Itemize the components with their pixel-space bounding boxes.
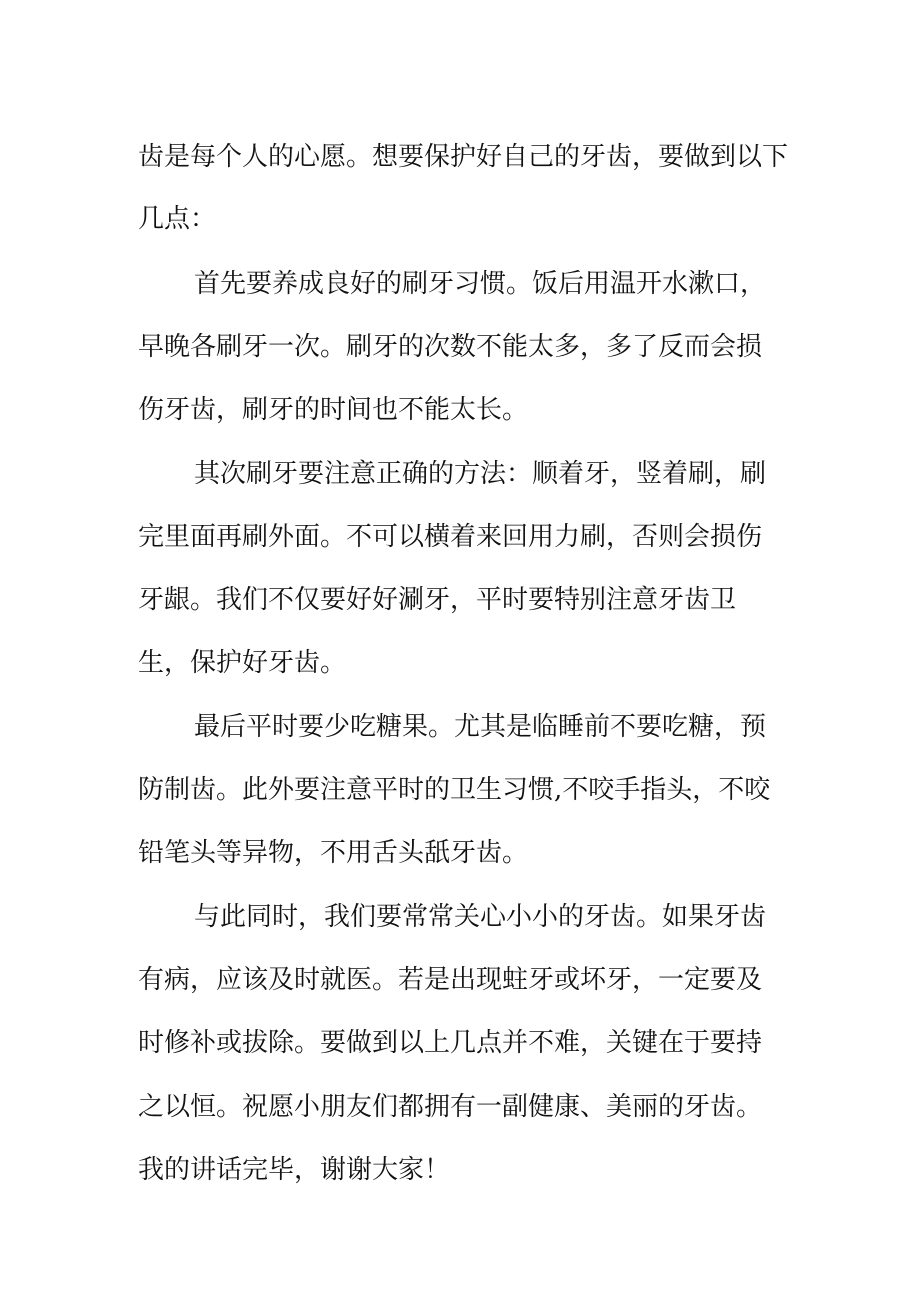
text-line: 时修补或拔除。要做到以上几点并不难，关键在于要持 xyxy=(138,1028,763,1058)
text-line: 生，保护好牙齿。 xyxy=(138,648,347,678)
text-line: 防制齿。此外要注意平时的卫生习惯,不咬手指头，不咬 xyxy=(138,775,771,805)
text-line: 几点： xyxy=(138,204,217,234)
text-line: 铅笔头等异物，不用舌头舐牙齿。 xyxy=(138,838,529,868)
paragraph-first-line: 其次刷牙要注意正确的方法：顺着牙，竖着刷，刷 xyxy=(194,459,767,489)
text-line: 牙龈。我们不仅要好好涮牙，平时要特别注意牙齿卫 xyxy=(138,585,737,615)
text-line: 早晚各刷牙一次。刷牙的次数不能太多，多了反而会损 xyxy=(138,332,763,362)
paragraph-first-line: 与此同时，我们要常常关心小小的牙齿。如果牙齿 xyxy=(194,902,767,932)
text-line: 伤牙齿，刷牙的时间也不能太长。 xyxy=(138,395,529,425)
paragraph-first-line: 首先要养成良好的刷牙习惯。饭后用温开水漱口， xyxy=(194,269,767,299)
text-line: 我的讲话完毕，谢谢大家！ xyxy=(138,1155,451,1185)
text-line: 完里面再刷外面。不可以横着来回用力刷，否则会损伤 xyxy=(138,522,763,552)
text-line: 齿是每个人的心愿。想要保护好自己的牙齿，要做到以下 xyxy=(138,142,789,172)
text-line: 之以恒。祝愿小朋友们都拥有一副健康、美丽的牙齿。 xyxy=(138,1092,763,1122)
paragraph-first-line: 最后平时要少吃糖果。尤其是临睡前不要吃糖，预 xyxy=(194,712,767,742)
text-line: 有病，应该及时就医。若是出现蛀牙或坏牙，一定要及 xyxy=(138,965,763,995)
